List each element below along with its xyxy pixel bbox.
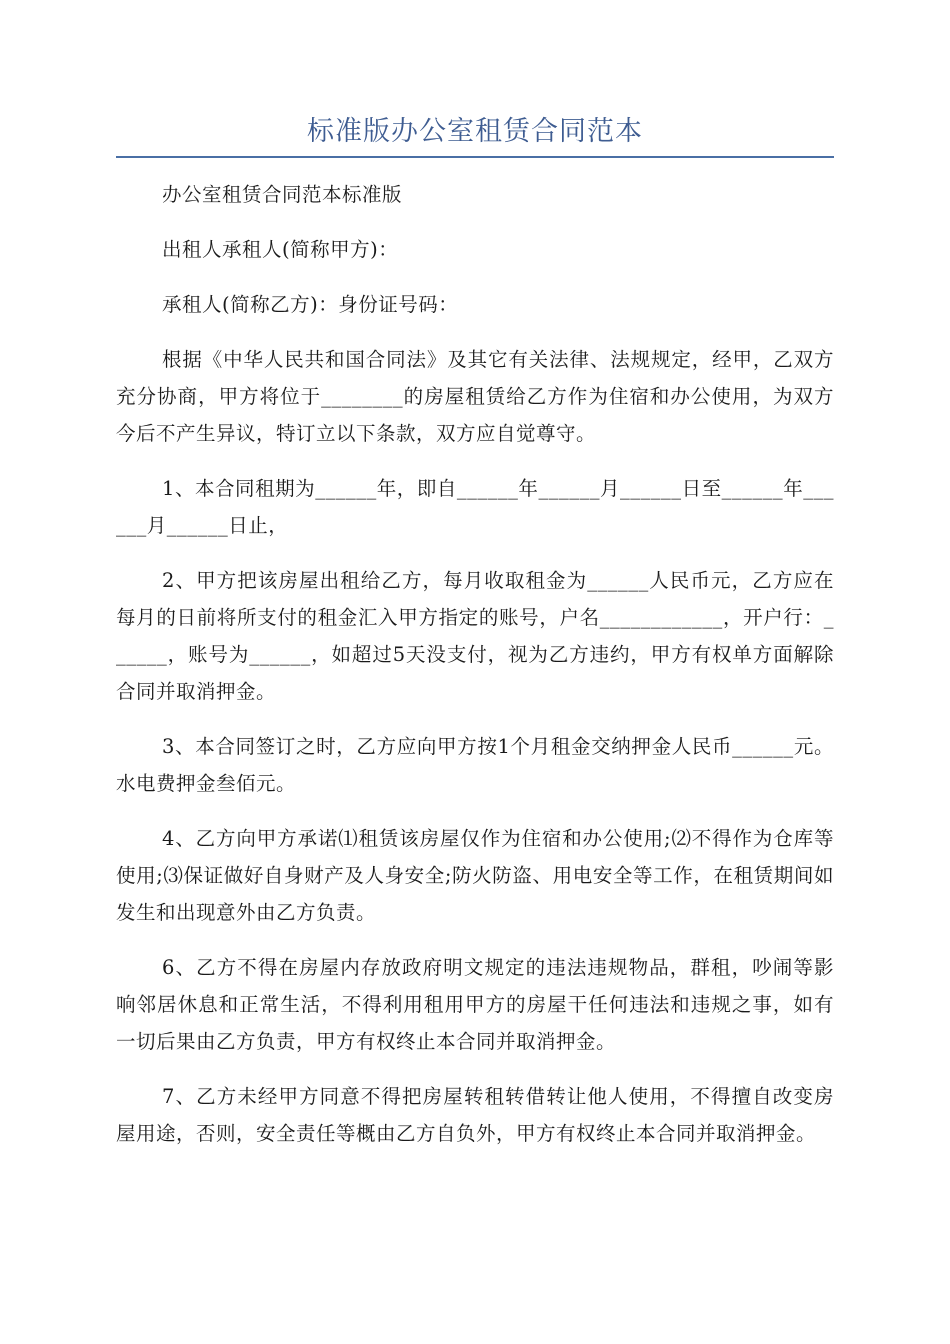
paragraph-lessee: 承租人(简称乙方)：身份证号码：: [162, 293, 459, 316]
clause-7: 7、乙方未经甲方同意不得把房屋转租转借转让他人使用，不得擅自改变房屋用途，否则，安全责任等概由乙方自负外，甲方有权终止本合同并取消押金。: [116, 1085, 834, 1145]
clause-3: 3、本合同签订之时，乙方应向甲方按1个月租金交纳押金人民币______元。水电费押金叁佰元。: [116, 735, 834, 795]
paragraph-subtitle: 办公室租赁合同范本标准版: [162, 183, 403, 206]
paragraph-lessor: 出租人承租人(简称甲方)：: [162, 238, 399, 261]
clause-1: 1、本合同租期为______年，即自______年______月______日至______年______月______日止，: [116, 477, 834, 537]
document-body: [116, 176, 834, 1170]
paragraph-preamble: 根据《中华人民共和国合同法》及其它有关法律、法规规定，经甲，乙双方充分协商，甲方将位于________的房屋租赁给乙方作为住宿和办公使用，为双方今后不产生异议，特订立以下条款，双方应自觉尊守。: [116, 348, 834, 445]
document-title: 标准版办公室租赁合同范本: [307, 116, 643, 147]
clause-6: 6、乙方不得在房屋内存放政府明文规定的违法违规物品，群租，吵闹等影响邻居休息和正常生活，不得利用租用甲方的房屋干任何违法和违规之事，如有一切后果由乙方负责，甲方有权终止本合同并取消押金。: [116, 956, 834, 1053]
clause-4: 4、乙方向甲方承诺⑴租赁该房屋仅作为住宿和办公使用;⑵不得作为仓库等使用;⑶保证做好自身财产及人身安全;防火防盗、用电安全等工作，在租赁期间如发生和出现意外由乙方负责。: [116, 827, 834, 924]
clause-2: 2、甲方把该房屋出租给乙方，每月收取租金为______人民币元，乙方应在每月的日前将所支付的租金汇入甲方指定的账号，户名____________，开户行：______，账号为______，如超过5天没支付，视为乙方违约，甲方有权单方面解除合同并取消押金。: [116, 569, 834, 703]
title-block: [116, 112, 834, 158]
